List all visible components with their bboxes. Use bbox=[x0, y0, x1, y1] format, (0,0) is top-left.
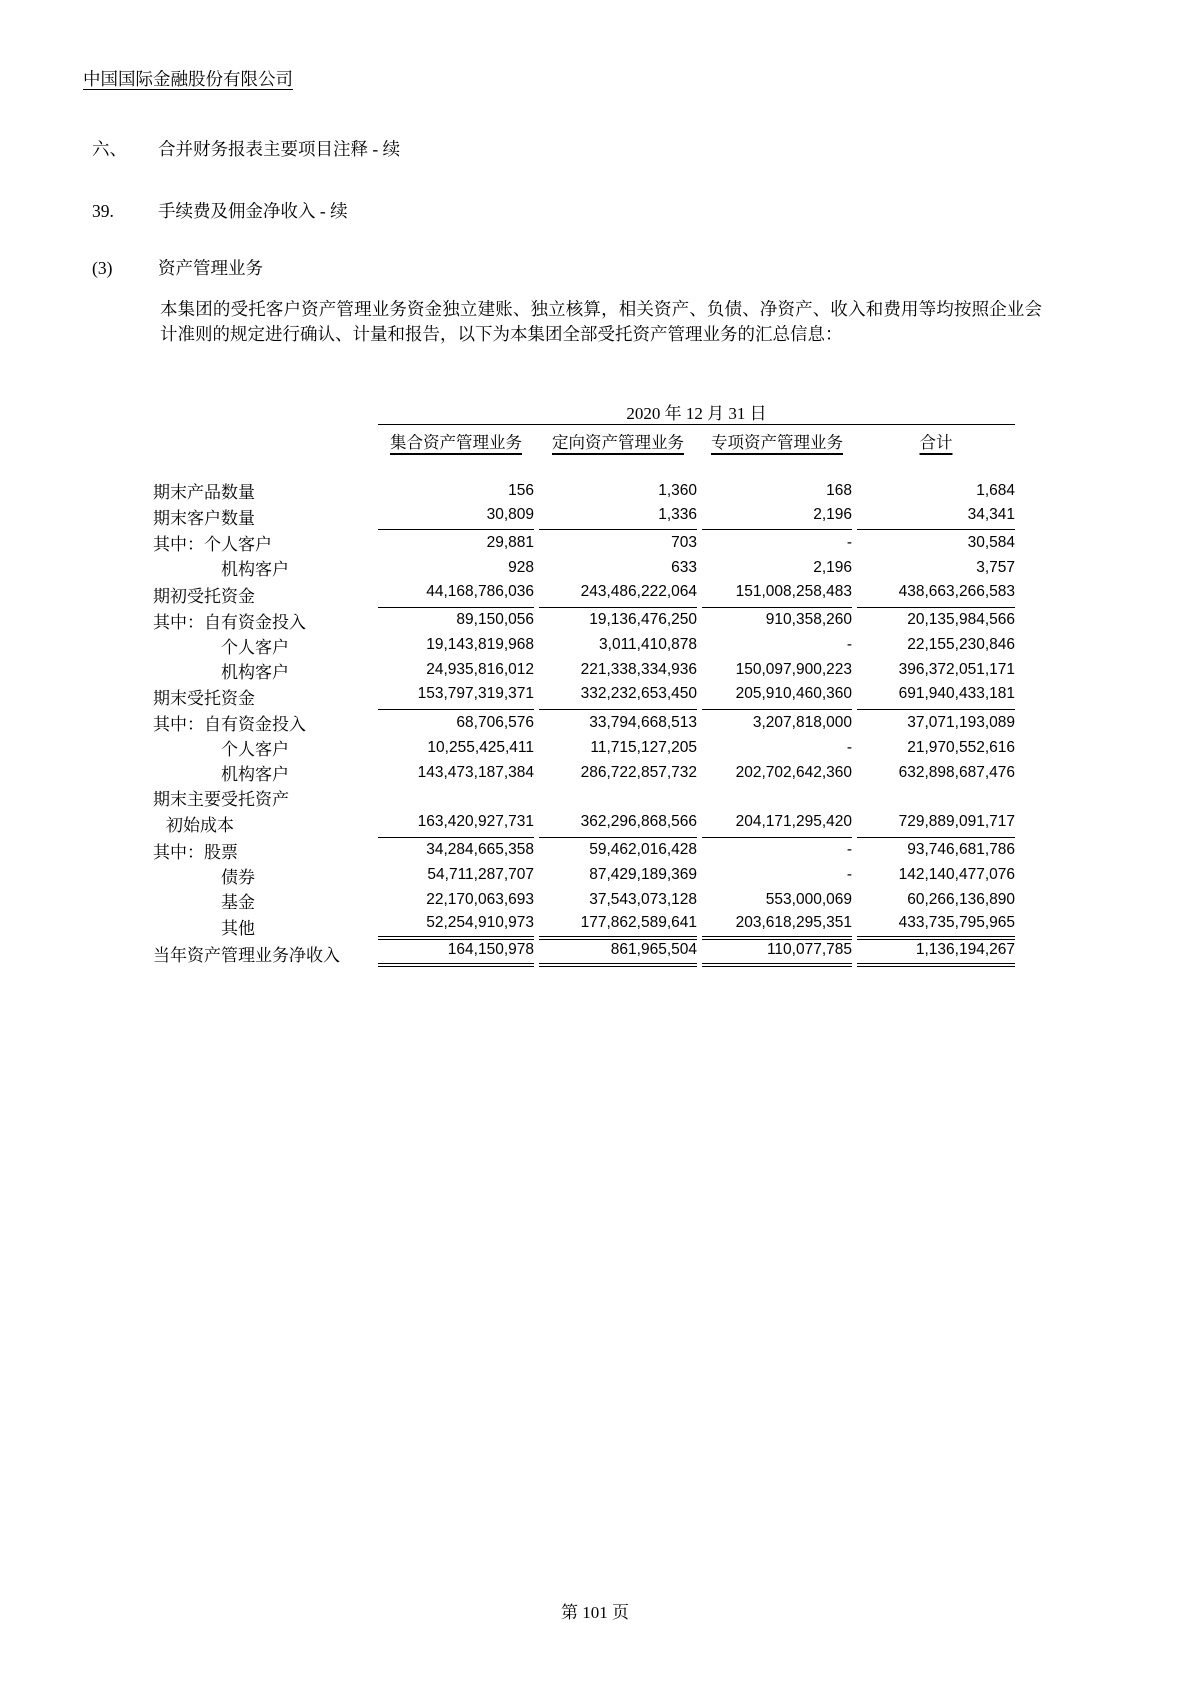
table-row bbox=[153, 940, 1015, 967]
table-row bbox=[153, 608, 1015, 633]
row-value: 362,296,868,566 bbox=[539, 810, 697, 837]
row-value: 221,338,334,936 bbox=[580, 661, 697, 679]
company-name: 中国国际金融股份有限公司 bbox=[83, 69, 293, 89]
row-value: 68,706,576 bbox=[456, 713, 534, 731]
row-value: 691,940,433,181 bbox=[857, 683, 1015, 710]
row-value: 928 bbox=[508, 558, 534, 576]
subsection-number: (3) bbox=[92, 258, 113, 278]
table-row bbox=[153, 658, 1015, 683]
asset-management-table-wrap bbox=[148, 398, 1020, 967]
row-value: 153,797,319,371 bbox=[378, 683, 534, 710]
row-value: - bbox=[846, 738, 852, 756]
note-heading bbox=[92, 198, 348, 223]
row-value: 59,462,016,428 bbox=[589, 841, 697, 859]
row-value: 19,136,476,250 bbox=[589, 611, 697, 629]
row-value: 37,543,073,128 bbox=[589, 891, 697, 909]
header-spacer-row bbox=[153, 456, 1015, 478]
row-value: 33,794,668,513 bbox=[589, 713, 697, 731]
row-value: 34,284,665,358 bbox=[426, 841, 534, 859]
row-label: 机构客户 bbox=[221, 765, 289, 785]
row-value: 21,970,552,616 bbox=[907, 738, 1015, 756]
row-value: 553,000,069 bbox=[765, 891, 852, 909]
row-value: 11,715,127,205 bbox=[590, 738, 697, 756]
row-value bbox=[702, 785, 852, 810]
row-label: 其中：股票 bbox=[153, 842, 238, 862]
row-value: 3,757 bbox=[976, 558, 1015, 576]
row-value: 433,735,795,965 bbox=[857, 913, 1015, 940]
row-value: 150,097,900,223 bbox=[735, 661, 852, 679]
table-row bbox=[153, 555, 1015, 580]
row-label: 机构客户 bbox=[221, 560, 289, 580]
row-value: 177,862,589,641 bbox=[539, 913, 697, 940]
row-value: 204,171,295,420 bbox=[702, 810, 852, 837]
table-row bbox=[153, 503, 1015, 530]
row-value: 703 bbox=[671, 533, 697, 551]
row-value: 729,889,091,717 bbox=[857, 810, 1015, 837]
row-label: 其中：个人客户 bbox=[153, 535, 272, 555]
row-label: 期初受托资金 bbox=[153, 586, 255, 606]
row-label: 其中：自有资金投入 bbox=[153, 715, 306, 735]
row-value: 3,207,818,000 bbox=[752, 713, 852, 731]
row-value: 168 bbox=[826, 481, 852, 499]
row-label: 初始成本 bbox=[166, 816, 234, 836]
row-value: 89,150,056 bbox=[456, 611, 534, 629]
date-header-spacer bbox=[153, 398, 373, 425]
table-row bbox=[153, 888, 1015, 913]
row-value: 93,746,681,786 bbox=[907, 841, 1015, 859]
row-value: 1,136,194,267 bbox=[857, 940, 1015, 967]
row-label: 个人客户 bbox=[221, 637, 289, 657]
section-heading bbox=[92, 136, 400, 161]
table-row bbox=[153, 810, 1015, 837]
row-value: 22,170,063,693 bbox=[426, 891, 534, 909]
row-value bbox=[378, 785, 534, 810]
row-label: 期末客户数量 bbox=[153, 509, 255, 529]
column-header-row bbox=[153, 425, 1015, 456]
table-row bbox=[153, 710, 1015, 735]
row-label: 期末产品数量 bbox=[153, 483, 255, 502]
row-value: 156 bbox=[508, 481, 534, 499]
section-number: 六、 bbox=[92, 139, 127, 159]
table-row bbox=[153, 530, 1015, 555]
date-header-row bbox=[153, 398, 1015, 425]
row-value: - bbox=[846, 533, 852, 551]
column-header-directional: 定向资产管理业务 bbox=[552, 432, 684, 452]
page-footer: 第 101 页 bbox=[561, 1603, 629, 1622]
table-row bbox=[153, 735, 1015, 760]
date-header: 2020 年 12 月 31 日 bbox=[378, 398, 1015, 425]
table-body bbox=[153, 478, 1015, 967]
row-value: 202,702,642,360 bbox=[735, 763, 852, 781]
intro-paragraph: 本集团的受托客户资产管理业务资金独立建账、独立核算，相关资产、负债、净资产、收入和费用等均按照企业会计准则的规定进行确认、计量和报告，以下为本集团全部受托资产管理业务的汇总信息： bbox=[160, 299, 1042, 344]
row-value: 243,486,222,064 bbox=[539, 580, 697, 607]
row-label: 基金 bbox=[221, 892, 255, 912]
row-label: 个人客户 bbox=[221, 740, 289, 760]
row-label: 其他 bbox=[221, 918, 255, 938]
row-value: 396,372,051,171 bbox=[898, 661, 1015, 679]
column-header-special: 专项资产管理业务 bbox=[711, 432, 843, 452]
table-row bbox=[153, 580, 1015, 607]
table-row bbox=[153, 760, 1015, 785]
asset-management-table bbox=[148, 398, 1020, 967]
row-value bbox=[539, 785, 697, 810]
column-header-collective: 集合资产管理业务 bbox=[390, 432, 522, 452]
row-value: 22,155,230,846 bbox=[907, 636, 1015, 654]
note-title: 手续费及佣金净收入 - 续 bbox=[158, 201, 348, 221]
table-row bbox=[153, 838, 1015, 863]
subsection-title: 资产管理业务 bbox=[158, 258, 263, 278]
column-header-total: 合计 bbox=[919, 432, 953, 452]
row-label: 机构客户 bbox=[221, 662, 289, 682]
row-value: 20,135,984,566 bbox=[907, 611, 1015, 629]
row-value: 19,143,819,968 bbox=[426, 636, 534, 654]
table-row bbox=[153, 633, 1015, 658]
row-value: 87,429,189,369 bbox=[589, 866, 697, 884]
table-row bbox=[153, 683, 1015, 710]
row-value: 52,254,910,973 bbox=[378, 913, 534, 940]
row-label: 期末主要受托资产 bbox=[153, 790, 289, 810]
column-header-spacer bbox=[153, 425, 373, 456]
row-label: 期末受托资金 bbox=[153, 688, 255, 708]
row-value: 1,336 bbox=[539, 503, 697, 530]
row-label: 其中：自有资金投入 bbox=[153, 612, 306, 632]
row-value: - bbox=[846, 636, 852, 654]
row-value: 30,809 bbox=[378, 503, 534, 530]
row-value: 286,722,857,732 bbox=[580, 763, 697, 781]
row-value: 205,910,460,360 bbox=[702, 683, 852, 710]
row-value bbox=[857, 785, 1015, 810]
row-value: 633 bbox=[671, 558, 697, 576]
row-value: 163,420,927,731 bbox=[378, 810, 534, 837]
row-value: 30,584 bbox=[967, 533, 1015, 551]
row-value: 142,140,477,076 bbox=[898, 866, 1015, 884]
table-row bbox=[153, 478, 1015, 503]
row-label: 当年资产管理业务净收入 bbox=[153, 946, 340, 966]
row-value: - bbox=[846, 866, 852, 884]
row-value: 164,150,978 bbox=[378, 940, 534, 967]
row-value: 110,077,785 bbox=[702, 940, 852, 967]
row-value: 2,196 bbox=[813, 558, 852, 576]
row-value: 632,898,687,476 bbox=[898, 763, 1015, 781]
subsection-heading bbox=[92, 255, 263, 280]
row-value: 60,266,136,890 bbox=[907, 891, 1015, 909]
row-value: 910,358,260 bbox=[765, 611, 852, 629]
row-value: 332,232,653,450 bbox=[539, 683, 697, 710]
note-number: 39. bbox=[92, 201, 114, 221]
row-value: 143,473,187,384 bbox=[417, 763, 534, 781]
row-value: 2,196 bbox=[702, 503, 852, 530]
row-value: 54,711,287,707 bbox=[427, 866, 534, 884]
table-row bbox=[153, 863, 1015, 888]
table-row bbox=[153, 913, 1015, 940]
table-row bbox=[153, 785, 1015, 810]
row-value: 861,965,504 bbox=[539, 940, 697, 967]
row-value: 44,168,786,036 bbox=[378, 580, 534, 607]
row-value: 151,008,258,483 bbox=[702, 580, 852, 607]
row-value: 3,011,410,878 bbox=[599, 636, 697, 654]
row-value: - bbox=[846, 841, 852, 859]
row-value: 34,341 bbox=[857, 503, 1015, 530]
section-title: 合并财务报表主要项目注释 - 续 bbox=[158, 139, 401, 159]
row-value: 24,935,816,012 bbox=[426, 661, 534, 679]
row-value: 1,360 bbox=[658, 481, 697, 499]
row-value: 10,255,425,411 bbox=[427, 738, 534, 756]
row-label: 债券 bbox=[221, 867, 255, 887]
row-value: 203,618,295,351 bbox=[702, 913, 852, 940]
row-value: 1,684 bbox=[976, 481, 1015, 499]
row-value: 29,881 bbox=[486, 533, 534, 551]
row-value: 438,663,266,583 bbox=[857, 580, 1015, 607]
row-value: 37,071,193,089 bbox=[907, 713, 1015, 731]
